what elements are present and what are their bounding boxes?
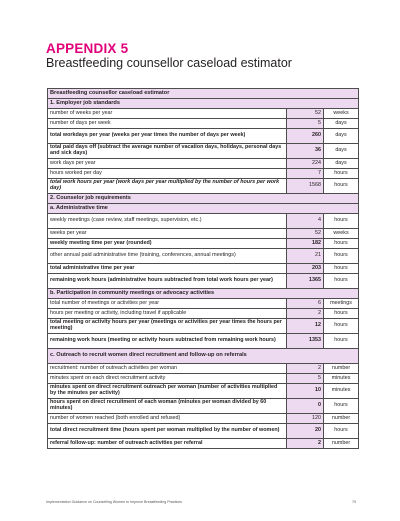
row-unit: hours <box>324 214 359 229</box>
row-description: remaining work hours (meeting or activity hours subtracted from remaining work hours) <box>48 334 287 349</box>
table-row <box>48 214 359 229</box>
row-description: total direct recruitment time (hours spent per woman multiplied by the number of women) <box>48 424 287 439</box>
table-row <box>48 169 359 179</box>
table-row <box>48 179 359 194</box>
row-description: number of days per week <box>48 119 287 129</box>
row-unit: hours <box>324 249 359 264</box>
row-unit: hours <box>324 169 359 179</box>
row-description: weeks per year <box>48 229 287 239</box>
row-unit: days <box>324 159 359 169</box>
row-value: 36 <box>287 144 324 159</box>
table-row <box>48 109 359 119</box>
appendix-label: APPENDIX 5 <box>46 41 129 56</box>
section-heading-row <box>48 99 359 109</box>
row-unit: hours <box>324 424 359 439</box>
row-description: other annual paid administrative time (training, conferences, annual meetings) <box>48 249 287 264</box>
row-unit: hours <box>324 399 359 414</box>
table-row <box>48 159 359 169</box>
row-unit: number <box>324 439 359 449</box>
table-row <box>48 274 359 289</box>
row-description: weekly meeting time per year (rounded) <box>48 239 287 249</box>
page-number: 79 <box>352 500 356 504</box>
row-description: hours worked per day <box>48 169 287 179</box>
row-unit: minutes <box>324 374 359 384</box>
row-value: 5 <box>287 374 324 384</box>
section-heading: 2. Counselor job requirements <box>48 194 359 204</box>
row-unit: meetings <box>324 299 359 309</box>
row-unit: days <box>324 144 359 159</box>
table-row <box>48 299 359 309</box>
row-unit: weeks <box>324 109 359 119</box>
row-description: total work hours per year (work days per year multiplied by the number of hours per work day) <box>48 179 287 194</box>
row-description: total meeting or activity hours per year (meetings or activities per year times the hours per meeting) <box>48 319 287 334</box>
row-value: 52 <box>287 229 324 239</box>
table-row <box>48 399 359 414</box>
row-value: 1353 <box>287 334 324 349</box>
row-value: 2 <box>287 439 324 449</box>
row-value: 6 <box>287 299 324 309</box>
table-row <box>48 239 359 249</box>
row-description: total workdays per year (weeks per year times the number of days per week) <box>48 129 287 144</box>
table-row <box>48 264 359 274</box>
row-description: work days per year <box>48 159 287 169</box>
row-value: 203 <box>287 264 324 274</box>
row-value: 7 <box>287 169 324 179</box>
table-row <box>48 129 359 144</box>
row-value: 260 <box>287 129 324 144</box>
table-row <box>48 309 359 319</box>
section-heading: c. Outreach to recruit women direct recruitment and follow-up on referrals <box>48 349 359 364</box>
row-description: number of weeks per year <box>48 109 287 119</box>
row-description: referral follow-up: number of outreach activities per referral <box>48 439 287 449</box>
table-row <box>48 439 359 449</box>
row-unit: days <box>324 129 359 144</box>
row-description: weekly meetings (case review, staff meetings, supervision, etc.) <box>48 214 287 229</box>
footer-text: Implementation Guidance on Counselling Women to Improve Breastfeeding Practices <box>46 500 182 504</box>
table-row <box>48 374 359 384</box>
row-value: 10 <box>287 384 324 399</box>
row-value: 224 <box>287 159 324 169</box>
table-row <box>48 119 359 129</box>
row-value: 12 <box>287 319 324 334</box>
row-value: 0 <box>287 399 324 414</box>
row-value: 21 <box>287 249 324 264</box>
section-heading: b. Participation in community meetings or advocacy activities <box>48 289 359 299</box>
row-description: hours per meeting or activity, including travel if applicable <box>48 309 287 319</box>
table-row <box>48 334 359 349</box>
section-heading-row <box>48 289 359 299</box>
caseload-estimator-table <box>47 88 359 449</box>
section-heading: a. Administrative time <box>48 204 359 214</box>
row-value: 1365 <box>287 274 324 289</box>
row-value: 2 <box>287 309 324 319</box>
row-description: hours spent on direct recruitment of each woman (minutes per woman divided by 60 minutes) <box>48 399 287 414</box>
table-row <box>48 229 359 239</box>
row-description: total number of meetings or activities per year <box>48 299 287 309</box>
table-row <box>48 414 359 424</box>
table-row <box>48 249 359 264</box>
row-description: minutes spent on direct recruitment outreach per woman (number of activities multiplied by the minutes per activity) <box>48 384 287 399</box>
row-value: 2 <box>287 364 324 374</box>
row-description: minutes spent on each direct recruitment activity <box>48 374 287 384</box>
row-description: remaining work hours (administrative hours subtracted from total work hours per year) <box>48 274 287 289</box>
row-unit: hours <box>324 274 359 289</box>
row-value: 5 <box>287 119 324 129</box>
row-value: 182 <box>287 239 324 249</box>
table-title-row <box>48 89 359 99</box>
row-unit: number <box>324 414 359 424</box>
table-title: Breastfeeding counsellor caseload estimator <box>48 89 359 99</box>
row-unit: number <box>324 364 359 374</box>
row-unit: hours <box>324 264 359 274</box>
row-unit: days <box>324 119 359 129</box>
row-description: number of women reached (both enrolled and refused) <box>48 414 287 424</box>
table-row <box>48 319 359 334</box>
row-value: 1568 <box>287 179 324 194</box>
page-subtitle: Breastfeeding counsellor caseload estimator <box>46 56 292 70</box>
section-heading-row <box>48 204 359 214</box>
row-unit: minutes <box>324 384 359 399</box>
row-unit: hours <box>324 309 359 319</box>
row-value: 52 <box>287 109 324 119</box>
table-row <box>48 144 359 159</box>
table-row <box>48 364 359 374</box>
section-heading: 1. Employer job standards <box>48 99 359 109</box>
row-value: 20 <box>287 424 324 439</box>
row-value: 4 <box>287 214 324 229</box>
row-description: recruitment: number of outreach activities per woman <box>48 364 287 374</box>
row-description: total paid days off (subtract the average number of vacation days, holidays, personal days and sick days) <box>48 144 287 159</box>
section-heading-row <box>48 349 359 364</box>
row-unit: hours <box>324 334 359 349</box>
row-description: total administrative time per year <box>48 264 287 274</box>
section-heading-row <box>48 194 359 204</box>
row-unit: hours <box>324 179 359 194</box>
page-footer <box>46 500 356 504</box>
table-row <box>48 384 359 399</box>
row-unit: hours <box>324 319 359 334</box>
table-row <box>48 424 359 439</box>
row-value: 120 <box>287 414 324 424</box>
row-unit: hours <box>324 239 359 249</box>
row-unit: weeks <box>324 229 359 239</box>
